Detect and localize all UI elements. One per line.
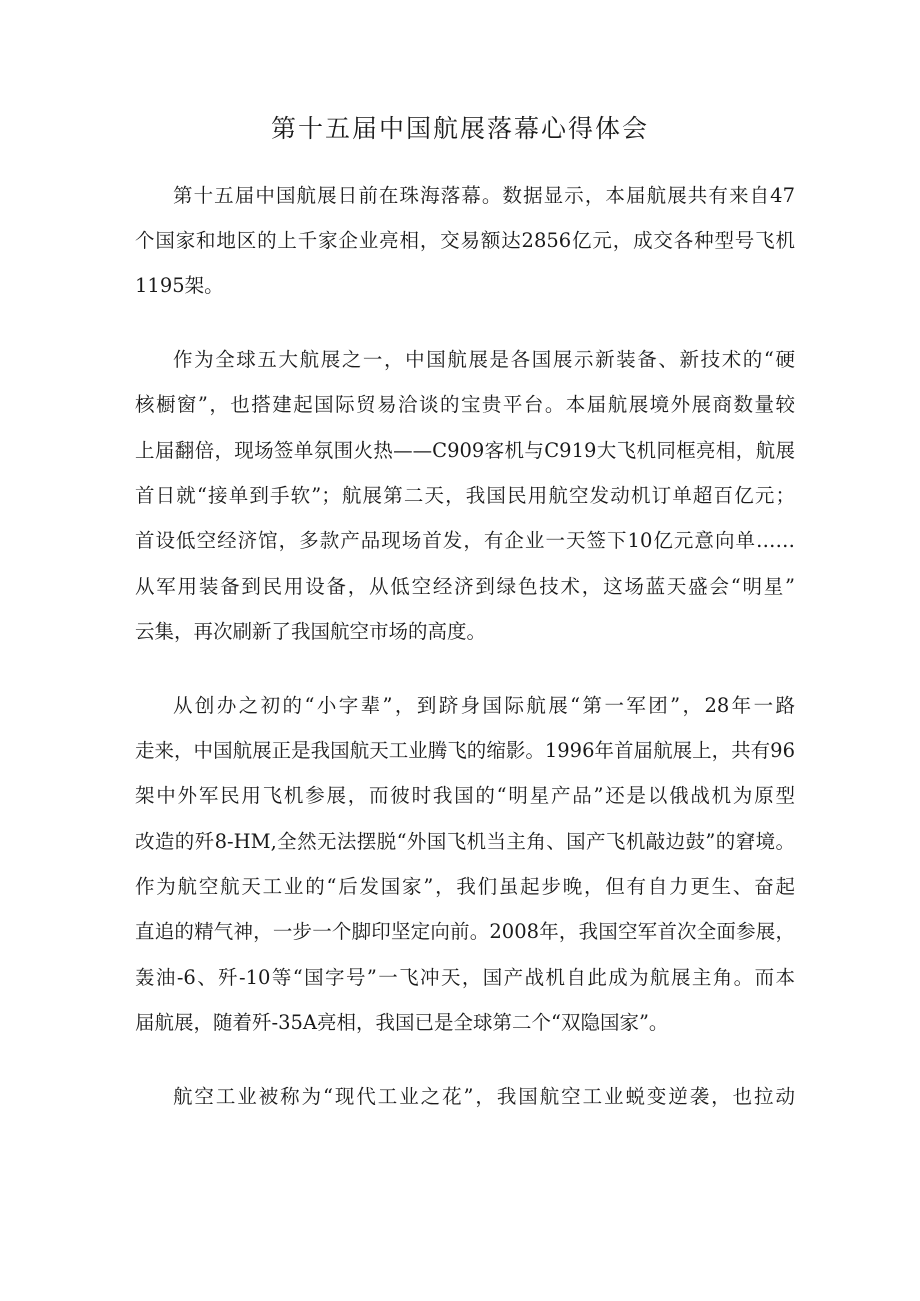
paragraph-2-line-7: 云集，再次刷新了我国航空市场的高度。 <box>135 620 487 643</box>
paragraph-3-line-7: 轰油-6、歼-10等“国字号”一飞冲天，国产战机自此成为航展主角。而本 <box>135 966 795 989</box>
paragraph-2-line-4: 首日就“接单到手软”；航展第二天，我国民用航空发动机订单超百亿元； <box>135 484 795 507</box>
paragraph-1-line-3: 1195架。 <box>135 274 224 297</box>
paragraph-3-line-8: 届航展，随着歼-35A亮相，我国已是全球第二个“双隐国家”。 <box>135 1011 669 1034</box>
paragraph-3-line-5: 作为航空航天工业的“后发国家”，我们虽起步晚，但有自力更生、奋起 <box>135 875 795 898</box>
paragraph-3-line-6: 直追的精气神，一步一个脚印坚定向前。2008年，我国空军首次全面参展， <box>135 920 795 943</box>
paragraph-2-line-6: 从军用装备到民用设备，从低空经济到绿色技术，这场蓝天盛会“明星” <box>135 575 795 598</box>
paragraph-4-line-1: 航空工业被称为“现代工业之花”，我国航空工业蜕变逆袭，也拉动 <box>173 1085 795 1108</box>
paragraph-1-line-2: 个国家和地区的上千家企业亮相，交易额达2856亿元，成交各种型号飞机 <box>135 229 795 252</box>
paragraph-2-line-2: 核橱窗”，也搭建起国际贸易洽谈的宝贵平台。本届航展境外展商数量较 <box>135 393 795 416</box>
paragraph-2-line-1: 作为全球五大航展之一，中国航展是各国展示新装备、新技术的“硬 <box>173 348 795 371</box>
paragraph-1-line-1: 第十五届中国航展日前在珠海落幕。数据显示，本届航展共有来自47 <box>173 184 795 207</box>
paragraph-2-line-5: 首设低空经济馆，多款产品现场首发，有企业一天签下10亿元意向单…… <box>135 529 795 552</box>
paragraph-3-line-4: 改造的歼8-HM,全然无法摆脱“外国飞机当主角、国产飞机敲边鼓”的窘境。 <box>135 830 795 853</box>
document-title: 第十五届中国航展落幕心得体会 <box>270 114 649 143</box>
paragraph-3-line-3: 架中外军民用飞机参展，而彼时我国的“明星产品”还是以俄战机为原型 <box>135 784 795 807</box>
paragraph-3-line-2: 走来，中国航展正是我国航天工业腾飞的缩影。1996年首届航展上，共有96 <box>135 739 795 762</box>
paragraph-3-line-1: 从创办之初的“小字辈”，到跻身国际航展“第一军团”，28年一路 <box>173 694 795 717</box>
paragraph-2-line-3: 上届翻倍，现场签单氛围火热——C909客机与C919大飞机同框亮相，航展 <box>135 439 795 462</box>
